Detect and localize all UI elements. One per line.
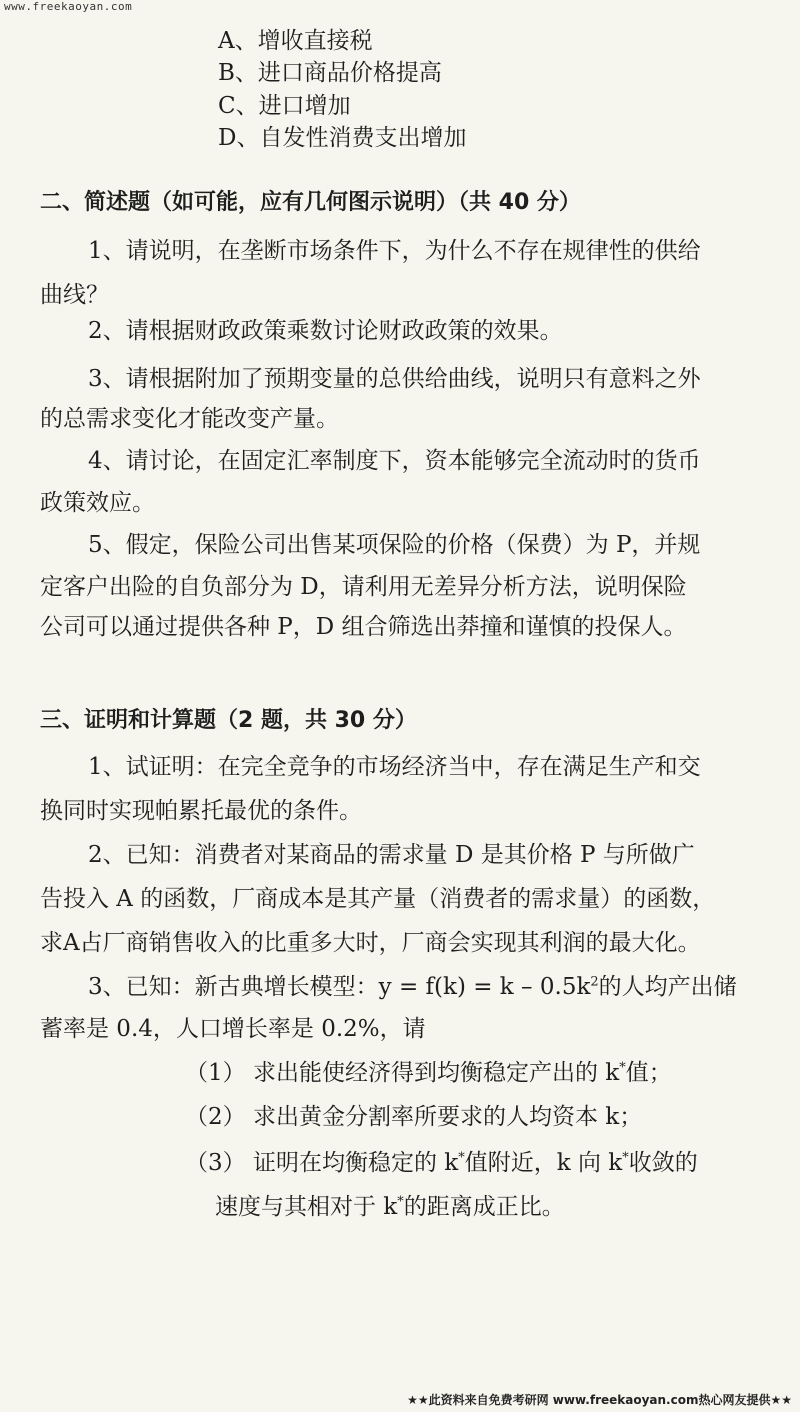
s2-q3-line1: 3、请根据附加了预期变量的总供给曲线，说明只有意料之外 [88, 366, 701, 392]
sub3b-post: 的距离成正比。 [403, 1194, 565, 1220]
s3-q3-sub1 [185, 1058, 672, 1088]
s3-q3-line1 [88, 972, 737, 1002]
star: * [622, 1150, 629, 1166]
star: * [397, 1194, 404, 1210]
s2-q5-line1: 5、假定，保险公司出售某项保险的价格（保费）为 P，并规 [88, 532, 701, 558]
watermark-bottom: ★★此资料来自免费考研网 www.freekaoyan.com热心网友提供★★ [407, 1393, 792, 1407]
option-c: C、进口增加 [218, 93, 351, 119]
star: * [619, 1060, 626, 1076]
s2-q1-line1: 1、请说明，在垄断市场条件下，为什么不存在规律性的供给 [88, 238, 701, 264]
option-a: A、增收直接税 [218, 28, 373, 54]
s3-q3-line2: 蓄率是 0.4，人口增长率是 0.2%，请 [40, 1016, 426, 1042]
sub1-post: 值； [625, 1060, 672, 1086]
s3-q1-line1: 1、试证明：在完全竞争的市场经济当中，存在满足生产和交 [88, 754, 701, 780]
s3-q2-line3: 求A占厂商销售收入的比重多大时，厂商会实现其利润的最大化。 [40, 930, 701, 956]
s3-q3-sub3-line1 [185, 1148, 698, 1178]
s2-q1-line2: 曲线？ [40, 282, 109, 308]
s3-q3-sub3-line2 [215, 1192, 565, 1222]
option-b: B、进口商品价格提高 [218, 60, 442, 86]
s3-q1-line2: 换同时实现帕累托最优的条件。 [40, 798, 362, 824]
exponent: 2 [590, 974, 599, 990]
s2-q4-line2: 政策效应。 [40, 490, 155, 516]
s3-q2-line1: 2、已知：消费者对某商品的需求量 D 是其价格 P 与所做广 [88, 842, 695, 868]
section2-title: 二、简述题（如可能，应有几何图示说明）（共 40 分） [40, 190, 581, 215]
s2-q5-line3: 公司可以通过提供各种 P，D 组合筛选出莽撞和谨慎的投保人。 [40, 614, 687, 640]
s2-q5-line2: 定客户出险的自负部分为 D，请利用无差异分析方法，说明保险 [40, 574, 687, 600]
s3-q3-sub2: （2） 求出黄金分割率所要求的人均资本 k； [185, 1104, 643, 1130]
sub3b-pre: 速度与其相对于 k [215, 1194, 398, 1220]
s2-q4-line1: 4、请讨论，在固定汇率制度下，资本能够完全流动时的货币 [88, 448, 701, 474]
s2-q3-line2: 的总需求变化才能改变产量。 [40, 406, 339, 432]
s3-q3-text-post: 的人均产出储 [598, 974, 737, 1000]
sub3-mid: 值附近，k 向 k [464, 1150, 623, 1176]
sub3-post: 收敛的 [628, 1150, 698, 1176]
option-d: D、自发性消费支出增加 [218, 125, 467, 151]
section3-title: 三、证明和计算题（2 题，共 30 分） [40, 708, 417, 733]
s3-q3-text-pre: 3、已知：新古典增长模型：y = f(k) = k – 0.5k [88, 974, 591, 1000]
sub1-pre: （1） 求出能使经济得到均衡稳定产出的 k [185, 1060, 620, 1086]
watermark-top: www.freekaoyan.com [4, 0, 133, 13]
sub3-pre: （3） 证明在均衡稳定的 k [185, 1150, 459, 1176]
star: * [458, 1150, 465, 1166]
s2-q2: 2、请根据财政政策乘数讨论财政政策的效果。 [88, 318, 563, 344]
s3-q2-line2: 告投入 A 的函数，厂商成本是其产量（消费者的需求量）的函数， [40, 886, 716, 912]
